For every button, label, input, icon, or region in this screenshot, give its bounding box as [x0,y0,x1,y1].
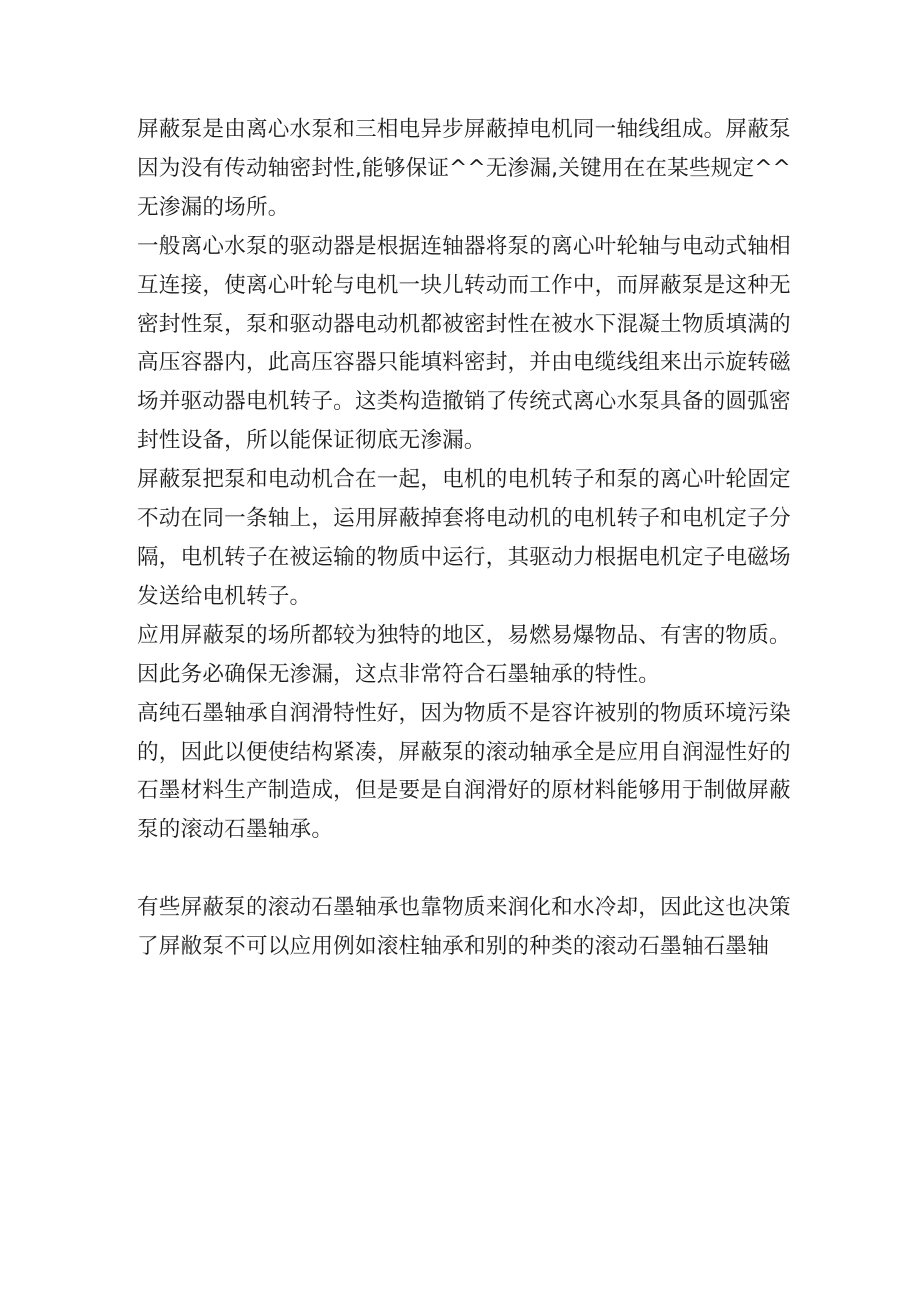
paragraph-4: 应用屏蔽泵的场所都较为独特的地区，易燃易爆物品、有害的物质。因此务必确保无渗漏，这点非常符合石墨轴承的特性。 [137,622,791,687]
paragraph-gap [137,850,797,889]
document-body [137,111,797,967]
paragraph-5: 高纯石墨轴承自润滑特性好，因为物质不是容许被别的物质环境污染的，因此以便使结构紧凑，屏蔽泵的滚动轴承全是应用自润湿性好的石墨材料生产制造成，但是要是自润滑好的原材料能够用于制做屏蔽泵的滚动石墨轴承。 [137,700,791,843]
paragraph-1: 屏蔽泵是由离心水泵和三相电异步屏蔽掉电机同一轴线组成。屏蔽泵因为没有传动轴密封性,能够保证^^无渗漏,关键用在在某些规定^^无渗漏的场所。 [137,117,791,220]
paragraph-3: 屏蔽泵把泵和电动机合在一起，电机的电机转子和泵的离心叶轮固定不动在同一条轴上，运用屏蔽掉套将电动机的电机转子和电机定子分隔，电机转子在被运输的物质中运行，其驱动力根据电机定子电磁场发送给电机转子。 [137,467,791,609]
paragraph-6: 有些屏蔽泵的滚动石墨轴承也靠物质来润化和水冷却，因此这也决策了屏敝泵不可以应用例如滚柱轴承和别的种类的滚动石墨轴石墨轴 [137,895,791,960]
paragraph-2: 一般离心水泵的驱动器是根据连轴器将泵的离心叶轮轴与电动式轴相互连接，使离心叶轮与电机一块儿转动而工作中，而屏蔽泵是这种无密封性泵，泵和驱动器电动机都被密封性在被水下混凝土物质填满的高压容器内，此高压容器只能填料密封，并由电缆线组来出示旋转磁场并驱动器电机转子。这类构造撤销了传统式离心水泵具备的圆弧密封性设备，所以能保证彻底无渗漏。 [137,233,791,454]
